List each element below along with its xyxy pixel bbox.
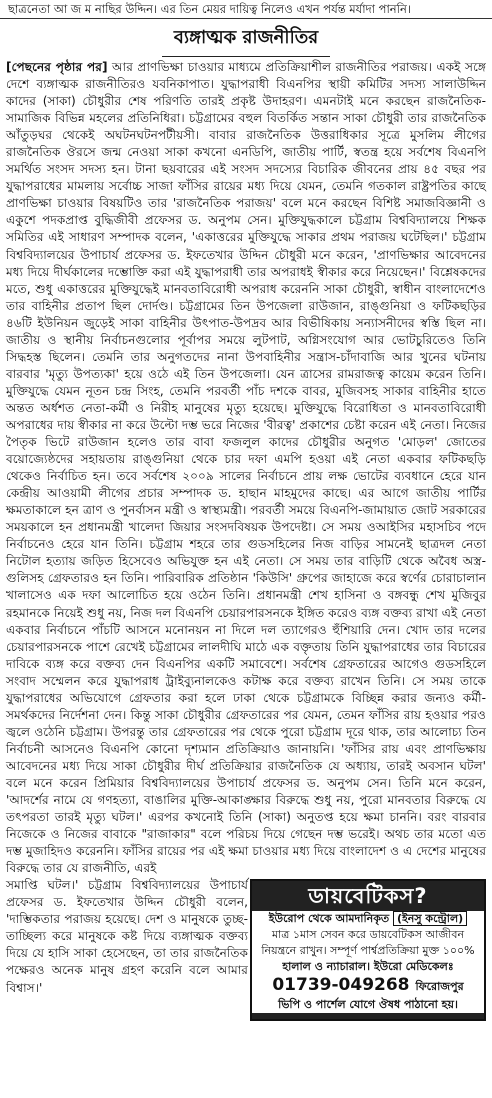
headline-block xyxy=(0,19,492,59)
article-body xyxy=(0,59,492,877)
article-tail: সমাপ্তি ঘটল।' চট্টগ্রাম বিশ্ববিদ্যালয়ের উপাচার্য প্রফেসর ড. ইফতেখার উদ্দিন চৌধুরী বলেন, 'দাম্ভিকতার পরাজয় হয়েছে। দেশ ও মানুষকে তুচ্ছ-তাচ্ছিল্য করে মানুষকে কষ্ট দিয়ে ব্যঙ্গাত্মক বক্তব্য দিয়ে যে হাসি সাকা হেসেছেন, তা তার রাজনৈতিক পক্ষেরও অনেক মানুষ গ্রহণ করেনি বলে আমার বিশ্বাস।' xyxy=(6,878,248,995)
ad-phone-line xyxy=(252,975,484,997)
bottom-row xyxy=(0,877,492,1021)
article-paragraph xyxy=(6,59,486,877)
ad-import-text: ইউরোপ থেকে আমদানিকৃত xyxy=(268,912,390,926)
ad-brand-name: ইউরো মেডিকেলঃ xyxy=(373,960,454,974)
article-text: আর প্রাণভিক্ষা চাওয়ার মাধ্যমে প্রতিক্রিয়াশীল রাজনীতির পরাজয়। একই সঙ্গে দেশে ব্যঙ্গাত্মক রাজনীতিরও যবনিকাপাত। যুদ্ধাপরাধী বিএনপির স্থায়ী কমিটির সদস্য সালাউদ্দিন কাদের (সাকা) চৌধুরীর শেষ পরিণতি তারই প্রকৃষ্ট উদাহরণ। এমনটাই মনে করছেন রাজনৈতিক-সামাজিক বিভিন্ন মহলের প্রতিনিধিরা। চট্টগ্রামের বহুল বিতর্কিত সন্তান সাকা চৌধুরী তার রাজনৈতিক আঁতুড়ঘর থেকেই অঘটনঘটনপটীয়সী। বাবার রাজনৈতিক উত্তরাধিকার সূত্রে মুসলিম লীগের রাজনৈতিক ঔরসে জন্ম নেওয়া সাকা কখনো এনডিপি, জাতীয় পার্টি, স্বতন্ত্র হয়ে সর্বশেষ বিএনপি সমর্থিত সংসদ সদস্য হন। টানা ছয়বারের এই সংসদ সদস্যের বিচারিক জীবনের প্রায় ৪৫ বছর পর যুদ্ধাপরাধের মামলায় সর্বোচ্চ সাজা ফাঁসির রায়ের মধ্য দিয়ে যেমন, তেমনি গতকাল রাষ্ট্রপতির কাছে প্রাণভিক্ষা চাওয়ার বিষয়টিও তার 'রাজনৈতিক পরাজয়' বলে মনে করছেন বিশিষ্ট সমাজবিজ্ঞানী ও একুশে পদকপ্রাপ্ত বুদ্ধিজীবী প্রফেসর ড. অনুপম সেন। মুক্তিযুদ্ধকালে চট্টগ্রাম বিশ্ববিদ্যালয়ে শিক্ষক সমিতির এই সাধারণ সম্পাদক বলেন, 'একাত্তরের মুক্তিযুদ্ধে সাকার প্রথম পরাজয় ঘটেছিল।' চট্টগ্রাম বিশ্ববিদ্যালয়ের উপাচার্য প্রফেসর ড. ইফতেখার উদ্দিন চৌধুরী মনে করেন, 'প্রাণভিক্ষার আবেদনের মধ্য দিয়ে দীর্ঘকালের দম্ভোক্তি করা এই যুদ্ধাপরাধী তার অপরাধই স্বীকার করে নিয়েছেন।' বিশ্লেষকদের মতে, শুধু একাত্তরের মুক্তিযুদ্ধেই মানবতাবিরোধী অপরাধ করেননি সাকা চৌধুরী, স্বাধীন বাংলাদেশেও তার বাহিনীর প্রতাপ ছিল দোর্দণ্ড। চট্টগ্রামের তিন উপজেলা রাউজান, রাঙ্গুনিয়া ও ফটিকছড়ির ৪৬টি ইউনিয়ন জুড়েই সাকা বাহিনীর উৎপাত-উপদ্রব আর বিভীষিকায় সন্যাসনীদের স্বস্তি ছিল না। জাতীয় ও স্থানীয় নির্বাচনগুলোর পূর্বাপর সময়ে লুটপাট, অগ্নিসংযোগ আর ভোটচুরিতেও তিনি সিদ্ধহস্ত ছিলেন। তেমনি তার অনুগতদের নানা উপবাহিনীর সন্ত্রাস-চাঁদাবাজি আর খুনের ঘটনায় বারবার 'মৃত্যু উপত্যকা' হয়ে ওঠে এই তিন উপজেলা। যেন ত্রাসের রামরাজত্ব কায়েম করেন তিনি। মুক্তিযুদ্ধে যেমন নূতন চন্দ্র সিংহ, তেমনি পরবর্তী পাঁচ দশকে বাবর, মুজিবসহ সাকার বাহিনীর হাতে অন্তত অর্ধশত নেতা-কর্মী ও নিরীহ মানুষের মৃত্যু হয়েছে। মুক্তিযুদ্ধে বিরোধিতা ও মানবতাবিরোধী অপরাধের দায় স্বীকার না করে উল্টো দম্ভ ভরে নিজের 'বীরত্ব' প্রকাশের চেষ্টা করেন এই নেতা। নিজের পৈতৃক ভিটে রাউজান হলেও তার বাবা ফজলুল কাদের চৌধুরীর অনুগত 'মোড়ল' জোতের বয়োজ্যেষ্ঠদের সহায়তায় রাঙ্গুনিয়া থেকে চার দফা এমপি হওয়া এই নেতা একবার ফটিকছড়ি থেকেও নির্বাচিত হন। তবে সর্বশেষ ২০০৯ সালের নির্বাচনে প্রায় লক্ষ ভোটের ব্যবধানে হেরে যান কেন্দ্রীয় আওয়ামী লীগের প্রচার সম্পাদক ড. হাছান মাহমুদের কাছে। এর আগে জাতীয় পার্টির ক্ষমতাকালে হন ত্রাণ ও পুনর্বাসন মন্ত্রী ও স্বাস্থ্যমন্ত্রী। পরবর্তী সময়ে বিএনপি-জামায়াত জোট সরকারের সময়কালে হন প্রধানমন্ত্রী খালেদা জিয়ার সংসদবিষয়ক উপদেষ্টা। সে সময় ওআইসির মহাসচিব পদে নির্বাচনেও হেরে যান তিনি। চট্টগ্রাম শহরে তার গুডসহিলের নিজ বাড়ির সামনেই ছাত্রদল নেতা নিটোল হত্যায় জড়িত হিসেবেও অভিযুক্ত হন এই নেতা। সে সময় তার বাড়িটি থেকে অবৈধ অস্ত্র-গুলিসহ গ্রেফতারও হন তিনি। পারিবারিক প্রতিষ্ঠান 'কিউসি' গ্রুপের জাহাজে করে স্বর্ণের চোরাচালান খালাসেও এক দফা আলোচিত হয়ে ওঠেন তিনি। প্রধানমন্ত্রী শেখ হাসিনা ও বঙ্গবন্ধু শেখ মুজিবুর রহমানকে নিয়েই শুধু নয়, নিজ দল বিএনপি চেয়ারপারসনকে ইঙ্গিত করেও ব্যঙ্গ বক্তব্য রাখা এই নেতা একবার নির্বাচনে পাঁচটি আসনে মনোনয়ন না দিলে দল ত্যাগেরও হুঁশিয়ারি দেন। খোদ তার দলের চেয়ারপারসনকে পাশে রেখেই চট্টগ্রামের লালদীঘি মাঠে এক বক্তৃতায় তিনি যুদ্ধাপরাধের তার বিচারের দাবিকে ব্যঙ্গ করে বক্তব্য দেন বিএনপির একটি সমাবেশে। সর্বশেষ গ্রেফতারের আগেও গুডসহিলে সংবাদ সম্মেলন করে যুদ্ধাপরাধ ট্রাইব্যুনালকেও কটাক্ষ করে বক্তব্য রাখেন তিনি। সে সময় তাকে যুদ্ধাপরাধের অভিযোগে গ্রেফতার করা হলে ঢাকা থেকে চট্টগ্রামকে বিচ্ছিন্ন করার জন্যও কর্মী-সমর্থকদের নির্দেশনা দেন। কিন্তু সাকা চৌধুরীর গ্রেফতারের পর যেমন, তেমন ফাঁসির রায় হওয়ার পরও জ্বলে ওঠেনি চট্টগ্রাম। উপরন্তু তার গ্রেফতারের পর থেকে পুরো চট্টগ্রাম দূরে থাক, তার আলোচ্য তিন নির্বাচনী আসনেও বিএনপি কোনো দৃশ্যমান প্রতিক্রিয়াও জানায়নি। 'ফাঁসির রায় এবং প্রাণভিক্ষায় আবেদনের মধ্য দিয়ে সাকা চৌধুরীর দীর্ঘ প্রতিক্রিয়ার রাজনৈতিক যে অধ্যায়, তারই অবসান ঘটল' বলে মনে করেন প্রিমিয়ার বিশ্ববিদ্যালয়ের উপাচার্য প্রফেসর ড. অনুপম সেন। তিনি মনে করেন, 'আদর্শের নামে যে গণহত্যা, বাঙালির মুক্তি-আকাঙ্ক্ষার বিরুদ্ধে শুধু নয়, পুরো মানবতার বিরুদ্ধে যে তৎপরতা তারই মৃত্যু ঘটল।' এরপর কখনোই তিনি (সাকা) অনুতপ্ত হয়ে ক্ষমা চাননি। বরং বারবার নিজেকে ও নিজের বাবাকে "রাজাকার" বলে পরিচয় দিয়ে গেছেন দম্ভ ভরেই। অথচ তার মতো এত দম্ভ মুজাহিদও করেননি। ফাঁসির রায়ের পর এই ক্ষমা চাওয়ার মধ্য দিয়ে বাংলাদেশ ও এ দেশের মানুষের বিরুদ্ধে তার যে রাজনীতি, এরই xyxy=(6,60,486,876)
ad-title: ডায়বেটিকস? xyxy=(252,881,484,911)
ad-product-name: (ইনসু কন্ট্রোল) xyxy=(393,911,467,926)
previous-article-tail: ছাত্রনেতা আ জ ম নাছির উদ্দিন। এর তিন মেয়র দায়িত্ব নিলেও এখন পর্যন্ত মর্যাদা পাননি। xyxy=(0,0,492,19)
ad-line-delivery: ভিপি ও পার্শেল যোগে ঔষধ পাঠানো হয়। xyxy=(278,998,458,1012)
diabetes-advertisement xyxy=(250,879,486,1021)
headline: ব্যঙ্গাত্মক রাজনীতির xyxy=(162,22,330,57)
ad-line-dosage: মাত্র ১মাস সেবন করে ডায়বেটিকস আজীবন xyxy=(271,928,465,942)
ad-halal-text: হালাল ও ন্যাচারাল। xyxy=(282,960,371,974)
ad-phone-place: ফিরোজপুর xyxy=(415,980,464,994)
ad-line-brand xyxy=(252,959,484,975)
ad-line-import xyxy=(252,911,484,927)
ad-line-claim: নিয়ন্ত্রনে রাখুন। সম্পূর্ণ পার্শ্বপ্রতিক্রিয়া মুক্ত ১০০% xyxy=(261,944,475,958)
ad-phone-number: 01739-049268 xyxy=(272,975,410,996)
ad-footer-bar xyxy=(252,1013,484,1019)
continued-label: [পেছনের পৃষ্ঠার পর] xyxy=(6,60,108,74)
